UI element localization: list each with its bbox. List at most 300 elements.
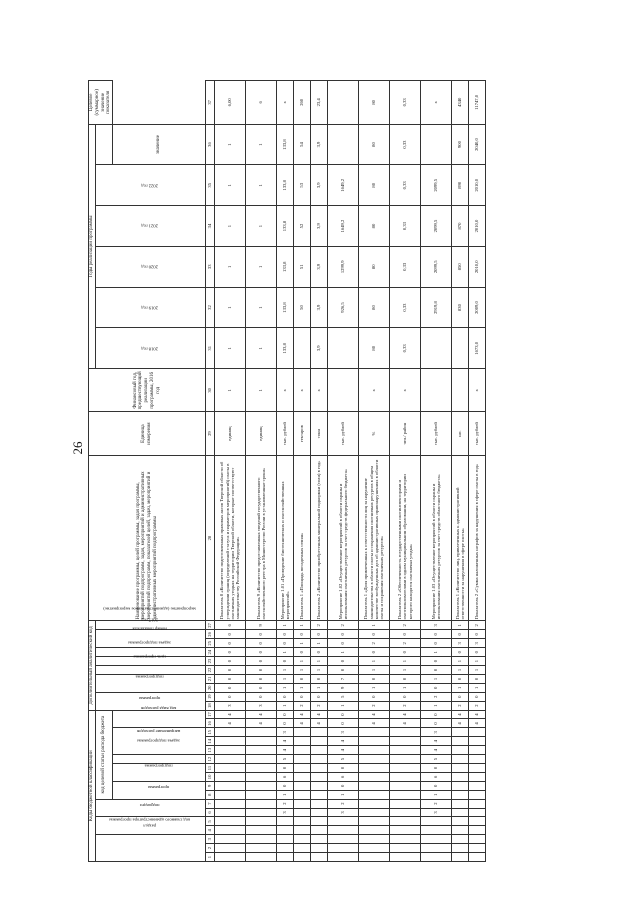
indicator-header: номер показателя [95,630,205,648]
row-year-value: 2099,5 [421,165,452,206]
row-year-value: 0,33 [390,206,421,247]
code-cell [452,799,469,808]
code-cell: 1 [277,666,294,675]
row-year-value: 51 [294,246,311,287]
code-cell: 0 [421,639,452,648]
row-name: Мероприятие 1.02 «Осуществление мероприятий в области охраны и использования охотничьих ресурсов за счет средств федерального бюджета» [328,455,359,621]
table-row [421,81,452,862]
row-fin-year: x [469,369,486,412]
code-cell [359,728,390,737]
code-cell: 1 [277,648,294,657]
code-cell [246,772,277,781]
row-year-value: 1 [215,206,246,247]
row-fin-year: x [277,369,294,412]
code-cell [359,755,390,764]
code-cell: 6 [328,772,359,781]
code-cell [215,853,246,862]
code-cell [469,728,486,737]
program-table [88,80,486,862]
code-cell [469,755,486,764]
code-cell: 0 [452,692,469,701]
row-fin-year [421,369,452,412]
code-cell [421,844,452,853]
code-cell: 1 [294,683,311,692]
row-fin-year: x [311,369,328,412]
code-cell: 0 [328,710,359,719]
code-cell: 2 [452,701,469,710]
code-cell: 3 [277,808,294,817]
table-row [469,81,486,862]
code-cell [390,764,421,773]
row-year-value: 80 [359,328,390,369]
row-unit: тыс. рублей [277,412,294,455]
code-cell [359,817,390,826]
code-cell [452,728,469,737]
section-header: раздел [95,817,205,835]
code-cell: 0 [277,719,294,728]
code-cell: 9 [246,621,277,630]
code-cell [359,826,390,835]
table-row [246,81,277,862]
code-cell: 4 [390,710,421,719]
row-name: Показатель 1 «Количество лиц, привлеченных к административной ответственности за нарушения в сфере охоты» [452,455,469,621]
code-cell: 0 [277,630,294,639]
code-cell [359,772,390,781]
code-cell: 1 [390,683,421,692]
code-cell: 3 [421,808,452,817]
row-unit: шт. [452,412,469,455]
code-cell: 3 [421,728,452,737]
code-cell [390,853,421,862]
subprogram-code-header: подпрограмма [113,764,206,782]
row-year-value: 3,9 [311,328,328,369]
row-unit: гектаров [294,412,311,455]
code-cell [452,817,469,826]
code-cell [294,826,311,835]
code-cell [246,790,277,799]
row-year-value: 3,9 [311,246,328,287]
column-number: 12 [206,755,215,764]
code-cell: 4 [277,746,294,755]
code-cell: 3 [421,621,452,630]
row-year-value: 1299,9 [328,246,359,287]
code-cell: 0 [215,639,246,648]
row-target-value: 11747,0 [469,81,486,125]
row-unit: % [359,412,390,455]
code-cell [328,835,359,844]
goal-header: цель программы [95,666,205,675]
row-unit: тонн [311,412,328,455]
row-year-value: 2009,0 [469,287,486,328]
column-number: 3 [206,835,215,844]
code-cell [311,772,328,781]
row-target-value: 6,00 [215,81,246,125]
code-cell: 0 [328,657,359,666]
code-cell: 0 [215,657,246,666]
code-cell: 1 [359,621,390,630]
fin-year-column-header: Финансовый год, предшествующий реализации программы, 2016 год [89,369,206,412]
code-cell: 5 [328,692,359,701]
code-cell [311,737,328,746]
code-cell [246,826,277,835]
code-cell: 3 [328,728,359,737]
column-number: 26 [206,630,215,639]
code-cell [311,755,328,764]
code-cell [452,772,469,781]
task-prog-header: задача подпрограммы [95,657,205,666]
code-cell: 0 [294,674,311,683]
row-year-value: 890 [452,165,469,206]
code-cell [452,781,469,790]
row-year-value: 1 [246,124,277,165]
code-cell: 1 [311,683,328,692]
row-unit: чел./ район [390,412,421,455]
code-cell [469,790,486,799]
code-cell: 0 [277,710,294,719]
row-year-value: 80 [359,246,390,287]
code-cell: 4 [215,710,246,719]
row-year-value: 3,9 [311,206,328,247]
code-cell [311,781,328,790]
table-row [215,81,246,862]
code-cell [469,764,486,773]
column-number: 9 [206,781,215,790]
row-target-value: 6 [246,81,277,125]
code-cell: 2 [277,799,294,808]
measure-header: мероприятие (административное мероприятие) [95,648,205,657]
code-cell: 4 [359,710,390,719]
code-cell: 3 [277,728,294,737]
code-cell [215,835,246,844]
code-cell [469,835,486,844]
column-number: 25 [206,639,215,648]
column-number: 18 [206,701,215,710]
code-cell: 1 [277,790,294,799]
code-cell [215,781,246,790]
code-cell [452,853,469,862]
code-cell [277,817,294,826]
code-cell: 1 [277,621,294,630]
code-cell: 2 [359,639,390,648]
code-cell [246,844,277,853]
code-cell: 0 [328,630,359,639]
row-year-value: 133,8 [277,124,294,165]
row-target-value: x [277,81,294,125]
code-cell: 4 [359,719,390,728]
program-table-sheet [88,80,556,862]
row-year-value: 3,9 [311,165,328,206]
row-year-value [328,124,359,165]
column-number: 21 [206,674,215,683]
row-year-value: 1 [215,287,246,328]
code-cell: 0 [452,674,469,683]
year-2019-header: 2019 год [95,287,205,328]
column-number: 37 [206,81,215,125]
subprogram-header: подпрограмма [95,674,205,692]
code-cell: 1 [311,639,328,648]
code-cell [246,799,277,808]
code-cell: 3 [246,701,277,710]
code-cell: 1 [452,666,469,675]
code-cell: 0 [294,648,311,657]
code-cell: 0 [246,639,277,648]
row-unit: тыс. рублей [469,412,486,455]
code-cell: 2 [469,701,486,710]
table-row [311,81,328,862]
code-cell: 0 [246,630,277,639]
code-cell [452,746,469,755]
code-cell [277,853,294,862]
code-cell [421,853,452,862]
code-cell: 0 [469,648,486,657]
row-year-value: 2099,5 [421,206,452,247]
code-cell [215,772,246,781]
table-row [452,81,469,862]
code-cell [452,826,469,835]
code-cell [246,853,277,862]
code-cell [421,826,452,835]
row-year-value: 830 [452,287,469,328]
code-cell: 0 [469,692,486,701]
code-cell: 2 [469,621,486,630]
code-cell [452,755,469,764]
code-cell [359,808,390,817]
code-cell [215,764,246,773]
code-cell [277,826,294,835]
code-cell [246,746,277,755]
code-cell: 0 [246,657,277,666]
code-cell: 1 [421,648,452,657]
code-cell: 0 [246,692,277,701]
code-cell: 4 [328,737,359,746]
code-cell: 4 [421,737,452,746]
code-cell [294,790,311,799]
row-target-value: x [421,81,452,125]
code-cell: 0 [390,648,421,657]
code-cell [359,844,390,853]
code-cell: 0 [328,719,359,728]
table-row [294,81,311,862]
code-cell: 2 [359,701,390,710]
column-number: 8 [206,790,215,799]
row-unit: единиц [246,412,277,455]
column-number: 20 [206,683,215,692]
column-number: 5 [206,817,215,826]
code-cell: 2 [421,692,452,701]
row-unit: тыс. рублей [421,412,452,455]
row-year-value: 133,8 [277,246,294,287]
code-cell [311,844,328,853]
row-year-value: 1673,0 [469,328,486,369]
row-year-value: 0,33 [390,165,421,206]
code-cell: 1 [390,666,421,675]
code-cell [328,844,359,853]
target-group-header: Целевое (суммарное) значение показателя [89,81,113,125]
column-number: 24 [206,648,215,657]
row-target-value: 80 [359,81,390,125]
code-cell [294,808,311,817]
code-cell [311,799,328,808]
code-cell [215,755,246,764]
row-unit: тыс. рублей [328,412,359,455]
row-fin-year [328,369,359,412]
code-cell: 1 [311,657,328,666]
column-number: 13 [206,746,215,755]
table-row [328,81,359,862]
column-number: 29 [206,412,215,455]
row-year-value: 133,8 [277,165,294,206]
code-cell [390,835,421,844]
code-cell [469,746,486,755]
code-cell [469,817,486,826]
code-cell: 2 [390,639,421,648]
code-cell [215,737,246,746]
code-cell: 0 [215,630,246,639]
code-cell: 0 [246,683,277,692]
code-cell [277,835,294,844]
code-cell: 0 [277,781,294,790]
row-name: Показатель 9 «Количество предоставленных сведений государственного охотхозяйственного реестра в Министерство России в установленные сроки» [246,455,277,621]
code-cell: 0 [421,719,452,728]
code-cell [277,844,294,853]
code-cell [294,737,311,746]
code-cell: 2 [311,621,328,630]
code-cell: 0 [359,630,390,639]
code-cell: 5 [277,755,294,764]
column-number: 1 [206,853,215,862]
column-number: 14 [206,737,215,746]
code-cell: 4 [311,719,328,728]
code-cell: 0 [469,674,486,683]
row-year-value: 3,9 [311,124,328,165]
row-name: Показатель 2 «Обеспеченность государственными охотинспекторами и охотпользователями в одном муниципальном образовании, на территории которого находятся охотничьи угодья» [390,455,421,621]
code-cell: 1 [294,621,311,630]
row-year-value: 1 [246,246,277,287]
code-cell: 4 [311,710,328,719]
code-cell [390,781,421,790]
code-cell: 0 [359,648,390,657]
code-cell [215,808,246,817]
code-cell [469,772,486,781]
row-year-value: 2919,8 [421,287,452,328]
row-year-value: 133,8 [277,328,294,369]
code-cell [311,853,328,862]
code-cell [359,764,390,773]
code-cell [469,737,486,746]
code-cell: 4 [452,719,469,728]
code-cell: 1 [328,701,359,710]
row-year-value [328,328,359,369]
code-cell [469,799,486,808]
code-cell: 0 [469,630,486,639]
code-cell [452,808,469,817]
code-cell [246,835,277,844]
code-cell: 0 [421,666,452,675]
row-year-value: 2010,0 [469,246,486,287]
year-2017-header: 2017 год [95,621,205,630]
code-cell: 3 [452,639,469,648]
row-year-value [452,328,469,369]
code-cell [452,737,469,746]
code-cell: 0 [359,674,390,683]
expense-code-header: код целевой статьи расхода бюджета [95,710,112,799]
code-cell [421,817,452,826]
row-name: Мероприятие 1.01 «Проведение биотехнических и охотхозяйственных мероприятий» [277,455,294,621]
row-year-value [294,328,311,369]
row-year-value: 900 [452,124,469,165]
code-cell [215,817,246,826]
row-fin-year [452,369,469,412]
code-cell [390,755,421,764]
row-year-value: 0,33 [390,287,421,328]
row-year-value: 1 [215,328,246,369]
code-cell: 4 [328,746,359,755]
code-cell [390,737,421,746]
row-fin-year: x [359,369,390,412]
table-row [390,81,421,862]
code-cell: 1 [469,683,486,692]
program-code-header: программа [113,781,206,799]
row-year-value: 1649,2 [328,206,359,247]
code-cell [294,844,311,853]
column-number: 34 [206,206,215,247]
code-cell: 3 [215,701,246,710]
code-cell: 2 [328,799,359,808]
column-number: 19 [206,692,215,701]
code-cell [294,799,311,808]
row-target-value: 0,33 [390,81,421,125]
row-fin-year: x [294,369,311,412]
task-code-header: задача подпрограммы [113,755,206,764]
unit-column-header: Единица измерения [89,412,206,455]
row-year-value: 0,33 [390,246,421,287]
code-cell [215,844,246,853]
code-cell: 0 [328,666,359,675]
code-cell: 0 [421,781,452,790]
program-header: программа [95,692,205,710]
code-cell: 1 [328,648,359,657]
code-cell [469,781,486,790]
code-cell: 1 [359,657,390,666]
code-cell: 0 [390,674,421,683]
column-number: 17 [206,710,215,719]
year-2022-header: 2022 год [95,165,205,206]
code-cell [390,844,421,853]
code-cell: 0 [390,692,421,701]
code-cell: 0 [421,630,452,639]
code-cell: 1 [294,666,311,675]
additional-code-header: Дополнительный аналитический код [89,621,96,710]
code-cell: 0 [277,657,294,666]
column-number: 31 [206,328,215,369]
code-cell: 4 [469,719,486,728]
row-year-value: 1 [215,124,246,165]
code-cell: 6 [421,772,452,781]
code-cell [469,844,486,853]
code-cell: 0 [277,692,294,701]
code-cell [294,755,311,764]
code-cell [469,826,486,835]
code-cell: 1 [277,701,294,710]
code-cell: 0 [421,683,452,692]
code-cell: 0 [215,683,246,692]
column-number: 10 [206,772,215,781]
code-cell [311,728,328,737]
row-year-value: 80 [359,124,390,165]
code-cell: 7 [328,674,359,683]
admin-code-header: код главного администратора программы [95,835,205,862]
code-cell: 1 [390,657,421,666]
